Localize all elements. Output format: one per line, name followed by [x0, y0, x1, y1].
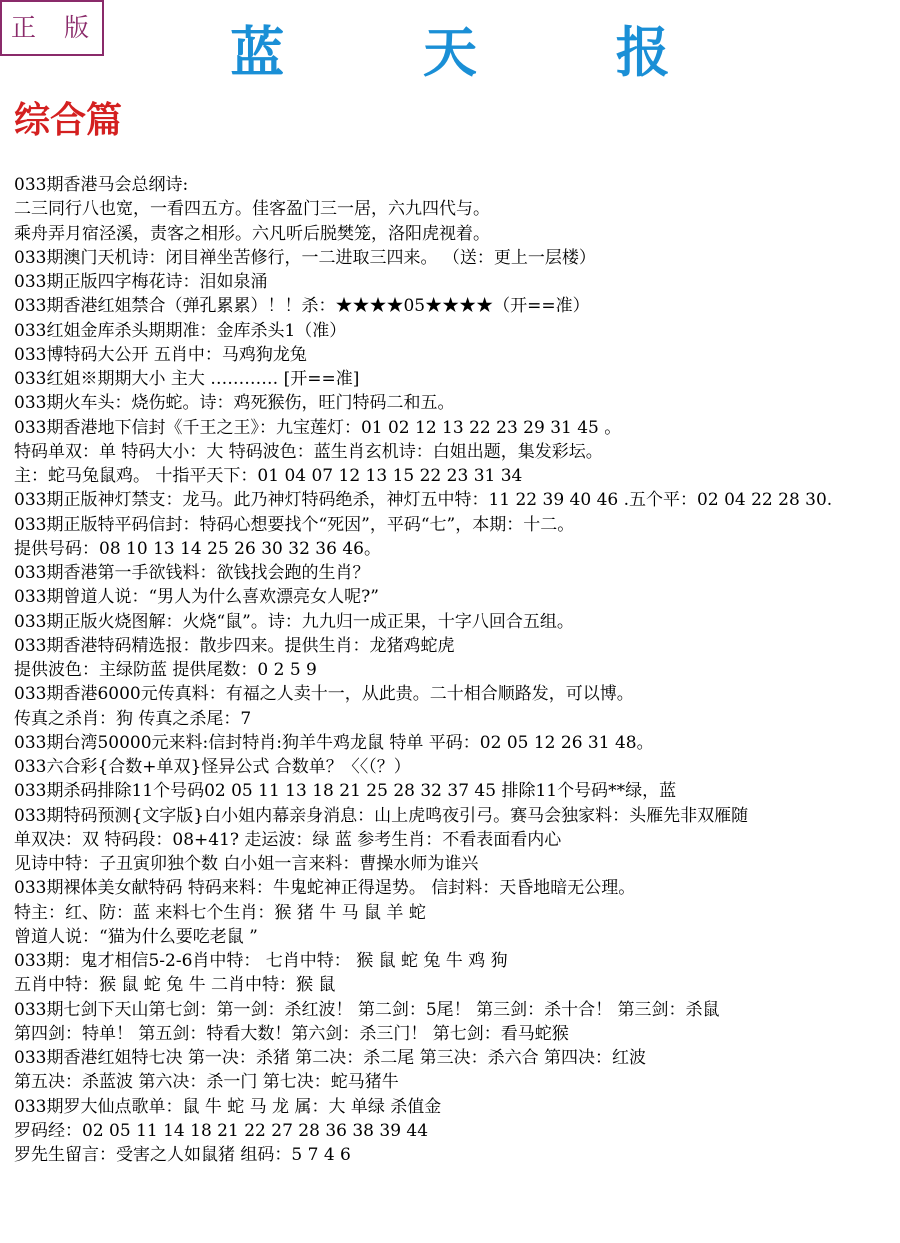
content-line: 罗先生留言：受害之人如鼠猪 组码：5 7 4 6 — [14, 1145, 351, 1165]
content-line: 033博特码大公开 五肖中：马鸡狗龙兔 — [14, 344, 307, 365]
content-line: 第四剑：特单！ 第五剑：特看大数！第六剑：杀三门！ 第七剑：看马蛇猴 — [14, 1023, 569, 1044]
content-line: 033期香港红姐特七决 第一决：杀猪 第二决：杀二尾 第三决：杀六合 第四决：红波 — [14, 1048, 647, 1068]
content-line: 033期香港地下信封《千王之王》：九宝莲灯：01 02 12 13 22 23 29 31 45 。 — [14, 417, 622, 438]
edition-badge: 正 版 — [0, 0, 104, 56]
content-line: 033期正版神灯禁支：龙马。此乃神灯特码绝杀，神灯五中特：11 22 39 40 46 .五个平：02 04 22 28 30. — [14, 490, 833, 511]
content-line: 第五决：杀蓝波 第六决：杀一门 第七决：蛇马猪牛 — [14, 1072, 399, 1093]
content-line: 特码单双：单 特码大小：大 特码波色：蓝生肖玄机诗：白姐出题，集发彩坛。 — [14, 441, 603, 462]
content-line: 罗码经：02 05 11 14 18 21 22 27 28 36 38 39 44 — [14, 1120, 429, 1141]
content-line: 二三同行八也宽，一看四五方。佳客盈门三一居，六九四代与。 — [14, 199, 490, 220]
content-line: 033期台湾50000元来料:信封特肖:狗羊牛鸡龙鼠 特单 平码：02 05 12 26 31 48。 — [14, 732, 654, 753]
page-title: 蓝 天 报 — [230, 20, 730, 84]
content-line: 033期特码预测{文字版}白小姐内幕亲身消息：山上虎鸣夜引弓。赛马会独家料：头雁先非双雁随 — [14, 805, 749, 826]
content-line: 033期火车头：烧伤蛇。诗：鸡死猴伤，旺门特码二和五。 — [14, 393, 455, 414]
content-line: 033红姐金库杀头期期准：金库杀头1（准） — [14, 320, 347, 341]
content-line: 033红姐※期期大小 主大 ………… [开==准] — [14, 369, 360, 389]
content-line: 033期香港马会总纲诗: — [14, 175, 189, 195]
content-line: 033期香港第一手欲钱料：欲钱找会跑的生肖？ — [14, 563, 370, 583]
content-line: 曾道人说：“猫为什么要吃老鼠 ” — [14, 926, 258, 947]
content-line: 033期香港红姐禁合（弹孔累累）！！杀：★★★★05★★★★（开==准） — [14, 296, 590, 317]
content-line: 传真之杀肖：狗 传真之杀尾：7 — [14, 708, 252, 729]
content-line: 033期曾道人说：“男人为什么喜欢漂亮女人呢?” — [14, 587, 379, 608]
content-line: 033六合彩{合数+单双}怪异公式 合数单？〈〈（？） — [14, 757, 411, 777]
content-line: 主：蛇马兔鼠鸡。 十指平天下：01 04 07 12 13 15 22 23 31 34 — [14, 466, 523, 486]
content-line: 033期香港特码精选报：散步四来。提供生肖：龙猪鸡蛇虎 — [14, 635, 455, 656]
content-line: 033期：鬼才相信5-2-6肖中特： 七肖中特： 猴 鼠 蛇 兔 牛 鸡 狗 — [14, 951, 508, 971]
content-line: 提供波色：主绿防蓝 提供尾数：0 2 5 9 — [14, 660, 317, 680]
content-line: 033期澳门天机诗：闭目禅坐苦修行，一二进取三四来。 （送：更上一层楼） — [14, 247, 596, 268]
content-line: 提供号码：08 10 13 14 25 26 30 32 36 46。 — [14, 538, 381, 559]
content-lines — [14, 173, 898, 1167]
content-line: 033期罗大仙点歌单：鼠 牛 蛇 马 龙 属：大 单绿 杀值金 — [14, 1096, 442, 1117]
content-line: 033期正版四字梅花诗：泪如泉涌 — [14, 272, 268, 292]
content-line: 033期杀码排除11个号码02 05 11 13 18 21 25 28 32 37 45 排除11个号码**绿，蓝 — [14, 781, 677, 802]
section-heading: 综合篇 — [14, 99, 123, 141]
content-line: 单双决：双 特码段：08+41? 走运波：绿 蓝 参考生肖：不看表面看内心 — [14, 829, 562, 850]
content-line: 033期正版火烧图解：火烧“鼠”。诗：九九归一成正果，十字八回合五组。 — [14, 611, 574, 632]
content-line: 乘舟弄月宿泾溪，责客之相形。六凡听后脱樊笼，洛阳虎视着。 — [14, 223, 490, 244]
content-line: 特主：红、防：蓝 来料七个生肖：猴 猪 牛 马 鼠 羊 蛇 — [14, 902, 426, 923]
content-line: 033期正版特平码信封：特码心想要找个“死因”，平码“七”，本期：十二。 — [14, 514, 575, 535]
content-line: 033期香港6000元传真料：有福之人卖十一，从此贵。二十相合顺路发，可以博。 — [14, 684, 634, 705]
content-line: 033期裸体美女献特码 特码来料：牛鬼蛇神正得逞势。 信封料：天昏地暗无公理。 — [14, 878, 636, 899]
content-line: 033期七剑下天山第七剑：第一剑：杀红波！ 第二剑：5尾！ 第三剑：杀十合！ 第三剑：杀鼠 — [14, 999, 720, 1020]
content-line: 五肖中特：猴 鼠 蛇 兔 牛 二肖中特：猴 鼠 — [14, 975, 336, 996]
content-line: 见诗中特：子丑寅卯独个数 白小姐一言来料：曹操水师为谁兴 — [14, 854, 479, 874]
